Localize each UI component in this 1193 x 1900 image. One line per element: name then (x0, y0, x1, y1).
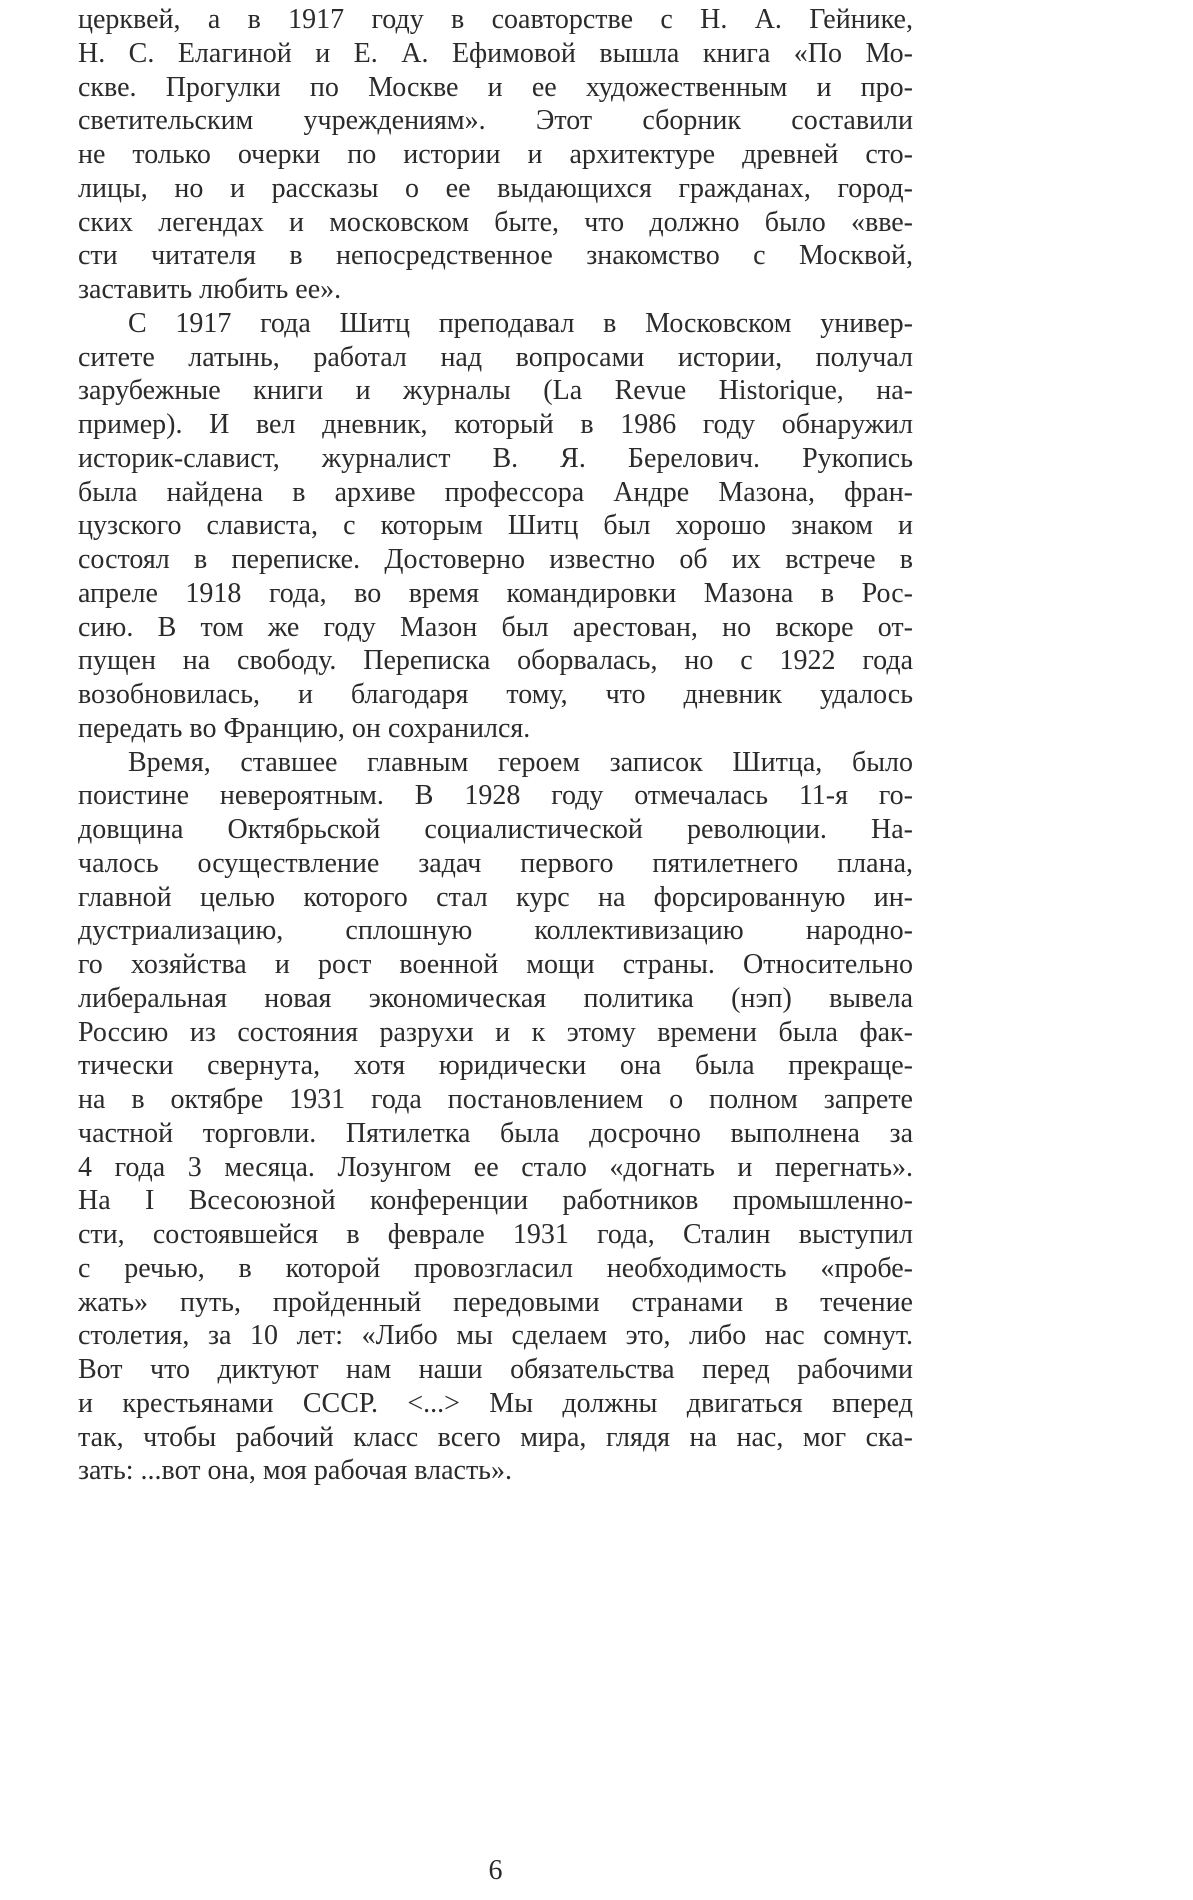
text-line: сию. В том же году Мазон был арестован, но вскоре от- (78, 611, 913, 643)
text-line: поистине невероятным. В 1928 году отмечалась 11-я го- (78, 780, 913, 812)
text-line: жать» путь, пройденный передовыми странами в течение (78, 1286, 913, 1318)
text-line: не только очерки по истории и архитектуре древней сто- (78, 139, 913, 170)
text-line: и крестьянами СССР. <...> Мы должны двигаться вперед (78, 1387, 913, 1419)
text-line: с речью, в которой провозгласил необходимость «пробе- (78, 1252, 913, 1284)
text-line: чалось осуществление задач первого пятилетнего плана, (78, 847, 913, 879)
text-line: тически свернута, хотя юридически она была прекраще- (78, 1050, 913, 1082)
text-line: лицы, но и рассказы о ее выдающихся гражданах, город- (78, 172, 913, 204)
text-line: так, чтобы рабочий класс всего мира, глядя на нас, мог ска- (78, 1421, 913, 1453)
text-line: на в октябре 1931 года постановлением о полном запрете (78, 1084, 913, 1115)
text-line: главной целью которого стал курс на форсированную ин- (78, 881, 913, 913)
text-line: Время, ставшее главным героем записок Шитца, было (128, 746, 913, 778)
text-line: С 1917 года Шитц преподавал в Московском универ- (128, 307, 913, 339)
text-line: сти читателя в непосредственное знакомство с Москвой, (78, 240, 913, 272)
text-line: состоял в переписке. Достоверно известно об их встрече в (78, 544, 913, 575)
text-line: пример). И вел дневник, который в 1986 году обнаружил (78, 409, 913, 440)
text-line: передать во Францию, он сохранился. (78, 712, 531, 744)
text-line: скве. Прогулки по Москве и ее художественным и про- (78, 71, 913, 103)
text-line: зать: ...вот она, моя рабочая власть». (78, 1455, 512, 1487)
text-line: го хозяйства и рост военной мощи страны. Относительно (78, 949, 913, 980)
text-line: довщина Октябрьской социалистической революции. На- (78, 814, 913, 845)
text-line: На I Всесоюзной конференции работников промышленно- (78, 1185, 913, 1217)
text-line: историк-славист, журналист В. Я. Берелович. Рукопись (78, 442, 913, 474)
text-line: была найдена в архиве профессора Андре Мазона, фран- (78, 476, 913, 508)
body-text (78, 3, 913, 1488)
text-line: заставить любить ее». (78, 274, 342, 305)
text-line: либеральная новая экономическая политика (нэп) вывела (78, 982, 913, 1014)
text-line: Н. С. Елагиной и Е. А. Ефимовой вышла книга «По Мо- (78, 37, 913, 69)
text-line: Вот что диктуют нам наши обязательства перед рабочими (78, 1354, 913, 1385)
text-line: апреле 1918 года, во время командировки Мазона в Рос- (78, 577, 913, 609)
text-line: пущен на свободу. Переписка оборвалась, но с 1922 года (78, 645, 913, 677)
paragraph-1 (78, 3, 913, 307)
paragraph-3 (78, 746, 913, 1489)
text-line: ситете латынь, работал над вопросами истории, получал (78, 341, 913, 373)
text-line: светительским учреждениям». Этот сборник составили (78, 105, 913, 137)
text-line: Россию из состояния разрухи и к этому времени была фак- (78, 1016, 913, 1048)
text-line: церквей, а в 1917 году в соавторстве с Н. А. Гейнике, (78, 4, 913, 35)
text-line: дустриализацию, сплошную коллективизацию народно- (78, 915, 913, 947)
text-line: зарубежные книги и журналы (La Revue Historique, на- (78, 375, 913, 407)
paragraph-2 (78, 307, 913, 746)
text-line: возобновилась, и благодаря тому, что дневник удалось (78, 679, 913, 710)
text-line: цузского слависта, с которым Шитц был хорошо знаком и (78, 510, 913, 542)
text-line: частной торговли. Пятилетка была досрочно выполнена за (78, 1117, 913, 1149)
page-number: 6 (488, 1855, 503, 1886)
text-line: 4 года 3 месяца. Лозунгом ее стало «догнать и перегнать». (78, 1151, 913, 1183)
text-line: столетия, за 10 лет: «Либо мы сделаем это, либо нас сомнут. (78, 1320, 913, 1352)
text-line: сти, состоявшейся в феврале 1931 года, Сталин выступил (78, 1219, 913, 1250)
text-line: ских легендах и московском быте, что должно было «вве- (78, 206, 913, 238)
